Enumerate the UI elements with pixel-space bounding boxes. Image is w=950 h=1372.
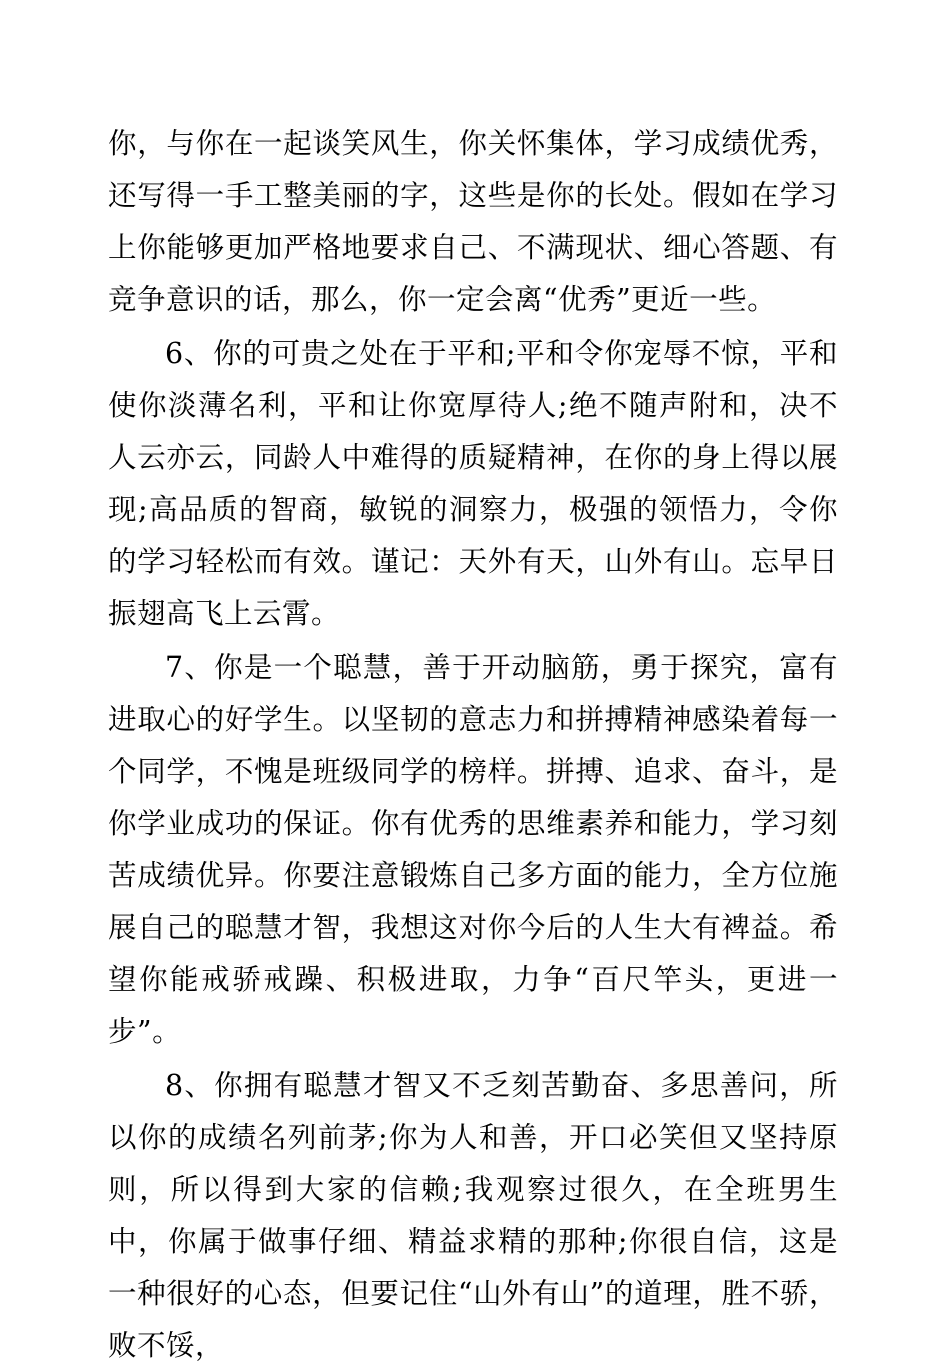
paragraph-item-6: 6、你的可贵之处在于平和;平和令你宠辱不惊，平和使你淡薄名利，平和让你宽厚待人;绝不随声附和，决不人云亦云，同龄人中难得的质疑精神，在你的身上得以展现;高品质的智商，敏锐的洞察力，极强的领悟力，令你的学习轻松而有效。谨记：天外有天，山外有山。忘早日振翅高飞上云霄。 xyxy=(108,337,838,630)
paragraph-item-7: 7、你是一个聪慧，善于开动脑筋，勇于探究，富有进取心的好学生。以坚韧的意志力和拼搏精神感染着每一个同学，不愧是班级同学的榜样。拼搏、追求、奋斗，是你学业成功的保证。你有优秀的思维素养和能力，学习刻苦成绩优异。你要注意锻炼自己多方面的能力，全方位施展自己的聪慧才智，我想这对你今后的人生大有裨益。希望你能戒骄戒躁、积极进取，力争“百尺竿头，更进一步”。 xyxy=(108,651,838,1048)
document-body xyxy=(108,118,838,1372)
paragraph-continuation: 你，与你在一起谈笑风生，你关怀集体，学习成绩优秀，还写得一手工整美丽的字，这些是你的长处。假如在学习上你能够更加严格地要求自己、不满现状、细心答题、有竞争意识的话，那么，你一定会离“优秀”更近一些。 xyxy=(108,127,838,316)
paragraph-item-8: 8、你拥有聪慧才智又不乏刻苦勤奋、多思善问，所以你的成绩名列前茅;你为人和善，开口必笑但又坚持原则，所以得到大家的信赖;我观察过很久，在全班男生中，你属于做事仔细、精益求精的那种;你很自信，这是一种很好的心态，但要记住“山外有山”的道理，胜不骄，败不馁， xyxy=(108,1069,838,1362)
